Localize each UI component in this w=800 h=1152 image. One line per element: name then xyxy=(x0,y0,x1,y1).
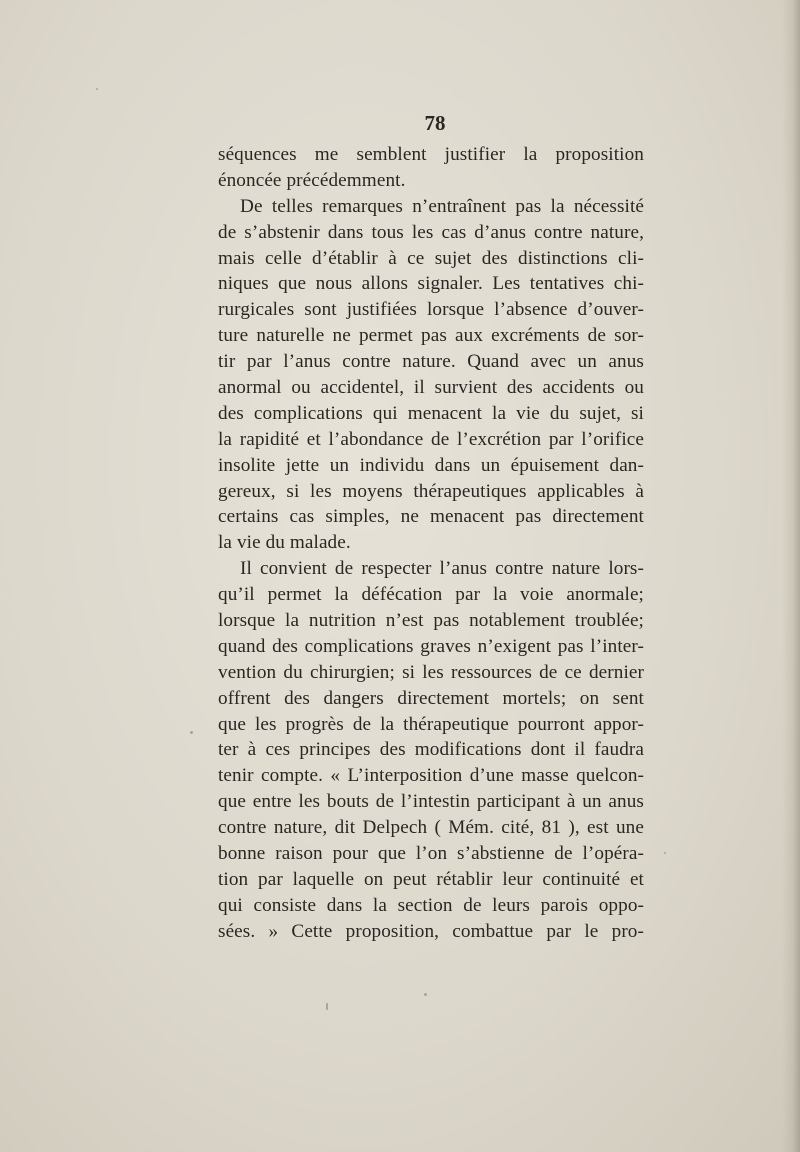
text-line: tir par l’anus contre nature. Quand avec un anus xyxy=(218,351,644,373)
text-line: la rapidité et l’abondance de l’excrétion par l’orifice xyxy=(218,428,644,450)
text-line: énoncée précédemment. xyxy=(218,169,406,191)
text-line: sées. » Cette proposition, combattue par le pro- xyxy=(218,920,644,942)
paper-speck xyxy=(190,731,193,734)
paper-speck xyxy=(96,88,98,90)
text-line: que entre les bouts de l’intestin participant à un anus xyxy=(218,791,644,813)
page-number: 78 xyxy=(424,111,446,135)
text-line: que les progrès de la thérapeutique pourront appor- xyxy=(218,713,644,735)
paper-speck xyxy=(326,1003,328,1010)
text-block xyxy=(218,108,644,945)
paper-speck xyxy=(424,993,427,996)
text-line: ter à ces principes des modifications dont il faudra xyxy=(218,739,644,761)
text-line: ture naturelle ne permet pas aux excréments de sor- xyxy=(218,325,644,347)
text-line: qu’il permet la défécation par la voie anormale; xyxy=(218,584,644,606)
text-line: niques que nous allons signaler. Les tentatives chi- xyxy=(218,273,644,295)
text-line: bonne raison pour que l’on s’abstienne de l’opéra- xyxy=(218,843,644,865)
text-line: gereux, si les moyens thérapeutiques applicables à xyxy=(218,480,644,502)
text-line: contre nature, dit Delpech ( Mém. cité, 81 ), est une xyxy=(218,817,644,839)
text-line: insolite jette un individu dans un épuisement dan- xyxy=(218,454,644,476)
text-line: la vie du malade. xyxy=(218,532,351,554)
text-line: vention du chirurgien; si les ressources de ce dernier xyxy=(218,661,644,683)
text-line: de s’abstenir dans tous les cas d’anus contre nature, xyxy=(218,221,644,243)
text-line: tion par laquelle on peut rétablir leur continuité et xyxy=(218,868,644,890)
text-line: des complications qui menacent la vie du sujet, si xyxy=(218,402,644,424)
body-text xyxy=(218,142,644,945)
text-line: offrent des dangers directement mortels; on sent xyxy=(218,687,644,709)
text-line: Il convient de respecter l’anus contre nature lors- xyxy=(240,558,644,580)
text-line: De telles remarques n’entraînent pas la nécessité xyxy=(240,195,644,217)
text-line: mais celle d’établir à ce sujet des distinctions cli- xyxy=(218,247,644,269)
text-line: rurgicales sont justifiées lorsque l’absence d’ouver- xyxy=(218,299,644,321)
text-line: lorsque la nutrition n’est pas notablement troublée; xyxy=(218,610,644,632)
text-line: séquences me semblent justifier la proposition xyxy=(218,144,644,165)
page-edge-shadow xyxy=(782,0,800,1152)
text-line: qui consiste dans la section de leurs parois oppo- xyxy=(218,894,644,916)
text-line: certains cas simples, ne menacent pas directement xyxy=(218,506,644,528)
paper-speck xyxy=(664,852,666,854)
text-line: tenir compte. « L’interposition d’une masse quelcon- xyxy=(218,765,644,787)
text-line: quand des complications graves n’exigent pas l’inter- xyxy=(218,635,644,657)
text-line: anormal ou accidentel, il survient des accidents ou xyxy=(218,377,644,399)
